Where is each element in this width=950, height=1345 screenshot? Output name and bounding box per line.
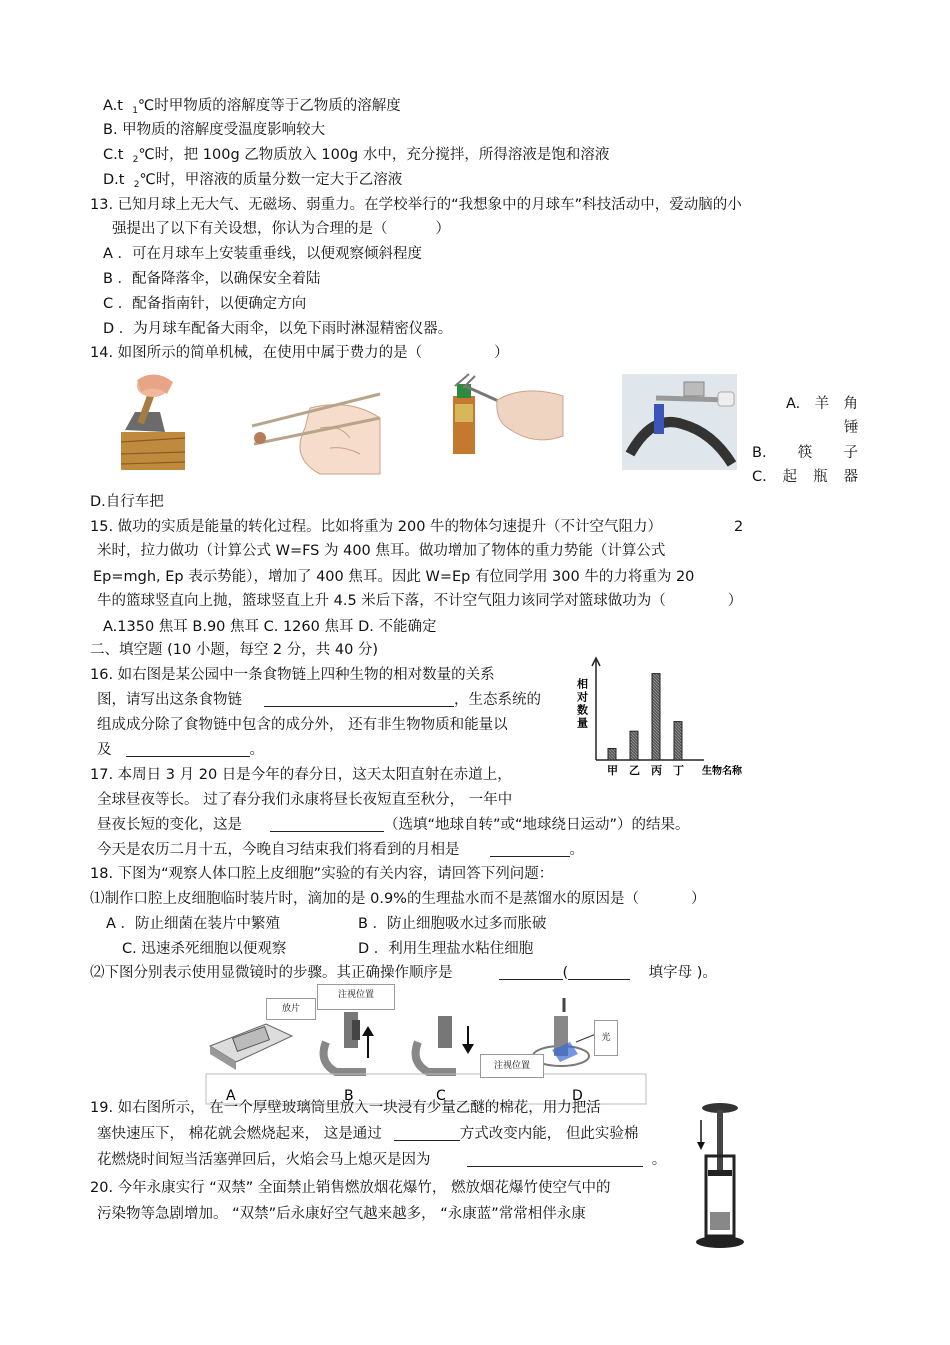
- q15-line-2: 米时，拉力做功（计算公式 W=FS 为 400 焦耳。做功增加了物体的重力势能（计算公式: [97, 543, 666, 559]
- q18-blank-letters[interactable]: [568, 965, 630, 980]
- tick-label-乙: 乙: [629, 764, 640, 777]
- fig-step-label-C: C: [436, 1088, 446, 1104]
- q15-line-1-end: 2: [734, 519, 744, 535]
- bar-丙: [652, 674, 660, 760]
- q16-line-1: 16. 如右图是某公园中一条食物链上四种生物的相对数量的关系: [90, 667, 495, 683]
- section-2-title: 二、填空题 (10 小题，每空 2 分，共 40 分): [90, 642, 379, 658]
- q19-blank-method[interactable]: [394, 1126, 460, 1141]
- q14-stem: 14. 如图所示的简单机械，在使用中属于费力的是（ ）: [90, 345, 509, 361]
- q17-blank-moon-phase[interactable]: [490, 842, 570, 857]
- q18-stem: 18. 下图为“观察人体口腔上皮细胞”实验的有关内容，请回答下列问题：: [90, 866, 554, 882]
- q13-option-b: B ．配备降落伞，以确保安全着陆: [103, 271, 321, 287]
- q16-blank-components[interactable]: [126, 742, 250, 757]
- q13-stem-cont: 强提出了以下有关设想，你认为合理的是（ ）: [112, 221, 450, 237]
- q13-option-c: C ．配备指南针，以便确定方向: [103, 296, 307, 312]
- bottle-opener-image: [435, 374, 565, 454]
- q15-line-1: 15. 做功的实质是能量的转化过程。比如将重为 200 牛的物体匀速提升（不计空气阻力）: [90, 519, 663, 535]
- q13-option-a: A ．可在月球车上安装重垂线，以便观察倾斜程度: [103, 246, 423, 262]
- q19-line-2: 塞快速压下， 棉花就会燃烧起来， 这是通过 方式改变内能， 但此实验棉: [97, 1126, 639, 1142]
- q17-line-3: 昼夜长短的变化，这是 （选填“地球自转”或“地球绕日运动”）的结果。: [97, 817, 690, 833]
- q18-sub-2: ⑵下图分别表示使用显微镜时的步骤。其正确操作顺序是 ( 填字母 )。: [90, 965, 717, 981]
- fig-label-fangpian: 放片: [266, 998, 316, 1020]
- q15-options: A.1350 焦耳 B.90 焦耳 C. 1260 焦耳 D. 不能确定: [103, 619, 437, 635]
- q18-blank-order[interactable]: [499, 965, 563, 980]
- q17-line-1: 17. 本周日 3 月 20 日是今年的春分日，这天太阳直射在赤道上，: [90, 767, 512, 783]
- q18-option-a: A ．防止细菌在装片中繁殖: [106, 916, 281, 932]
- fig-step-label-D: D: [572, 1088, 583, 1104]
- fig-label-zhushi-1: 注视位置: [317, 984, 395, 1010]
- q16-line-2: 图，请写出这条食物链 ，生态系统的: [97, 692, 541, 708]
- q14-option-c: C. 起 瓶 器: [752, 469, 858, 485]
- q15-line-3: Ep=mgh, Ep 表示势能），增加了 400 焦耳。因此 W=Ep 有位同学用 300 牛的力将重为 20: [93, 569, 695, 585]
- q14-option-a-cont: 锤: [844, 420, 859, 436]
- q18-option-b: B ．防止细胞吸水过多而胀破: [358, 916, 547, 932]
- q16-line-4: 及 。: [97, 742, 264, 758]
- q14-option-b: B. 筷 子: [752, 445, 858, 461]
- q12-option-b: B. 甲物质的溶解度受温度影响较大: [103, 122, 326, 138]
- fig-step-label-A: A: [226, 1088, 236, 1104]
- q16-line-3: 组成成分除了食物链中包含的成分外， 还有非生物物质和能量以: [97, 717, 508, 733]
- q19-line-3: 花燃烧时间短当活塞弹回后，火焰会马上熄灭是因为 。: [97, 1152, 667, 1168]
- q18-option-c: C. 迅速杀死细胞以便观察: [122, 941, 287, 957]
- food-chain-bar-chart: [575, 656, 743, 780]
- bar-甲: [608, 748, 616, 760]
- tick-label-丙: 丙: [651, 764, 662, 777]
- glass-tube-piston-image: [694, 1100, 746, 1252]
- chart-ylabel: 相对数量: [575, 678, 589, 730]
- q18-sub-1: ⑴制作口腔上皮细胞临时装片时，滴加的是 0.9%的生理盐水而不是蒸馏水的原因是（ ）: [90, 891, 706, 907]
- q17-line-2: 全球昼夜等长。 过了春分我们永康将昼长夜短直至秋分， 一年中: [97, 792, 513, 808]
- fig-label-guang: 光: [594, 1020, 618, 1056]
- q18-option-d: D ．利用生理盐水粘住细胞: [358, 941, 534, 957]
- q17-line-4: 今天是农历二月十五，今晚自习结束我们将看到的月相是 。: [97, 842, 584, 858]
- fig-label-zhushi-2: 注视位置: [480, 1054, 544, 1078]
- q12-option-a: A.t $_1$℃时甲物质的溶解度等于乙物质的溶解度: [103, 98, 401, 116]
- tick-label-甲: 甲: [607, 764, 618, 777]
- q13-stem: 13. 已知月球上无大气、无磁场、弱重力。在学校举行的“我想象中的月球车”科技活动中，爱动脑的小: [90, 197, 742, 213]
- q12-option-d: D.t $_2$℃时，甲溶液的质量分数一定大于乙溶液: [103, 172, 403, 190]
- q12-option-c: C.t $_2$℃时，把 100g 乙物质放入 100g 水中，充分搅拌，所得溶液是饱和溶液: [103, 147, 610, 165]
- claw-hammer-image: [115, 372, 190, 474]
- bicycle-handlebar-image: [622, 374, 737, 470]
- fig-step-label-B: B: [344, 1088, 354, 1104]
- q14-option-a: A. 羊 角: [786, 396, 858, 412]
- tick-label-丁: 丁: [673, 764, 684, 777]
- bar-乙: [630, 731, 638, 760]
- chart-xlabel: 生物名称: [702, 766, 742, 777]
- bar-丁: [674, 722, 682, 760]
- q14-option-d: D.自行车把: [90, 494, 164, 510]
- q16-blank-food-chain[interactable]: [264, 692, 454, 707]
- q20-line-2: 污染物等急剧增加。 “双禁”后永康好空气越来越多， “永康蓝”常常相伴永康: [97, 1206, 586, 1222]
- q13-option-d: D ．为月球车配备大雨伞，以免下雨时淋湿精密仪器。: [103, 321, 453, 337]
- q20-line-1: 20. 今年永康实行 “双禁” 全面禁止销售燃放烟花爆竹， 燃放烟花爆竹使空气中的: [90, 1180, 611, 1196]
- q17-blank-cause[interactable]: [270, 817, 384, 832]
- q19-line-1: 19. 如右图所示， 在一个厚壁玻璃筒里放入一块浸有少量乙醚的棉花，用力把活: [90, 1100, 601, 1116]
- chopsticks-image: [250, 388, 382, 474]
- q19-blank-reason[interactable]: [467, 1152, 643, 1167]
- q15-line-4: 牛的篮球竖直向上抛，篮球竖直上升 4.5 米后下落，不计空气阻力该同学对篮球做功为（ ）: [97, 593, 743, 609]
